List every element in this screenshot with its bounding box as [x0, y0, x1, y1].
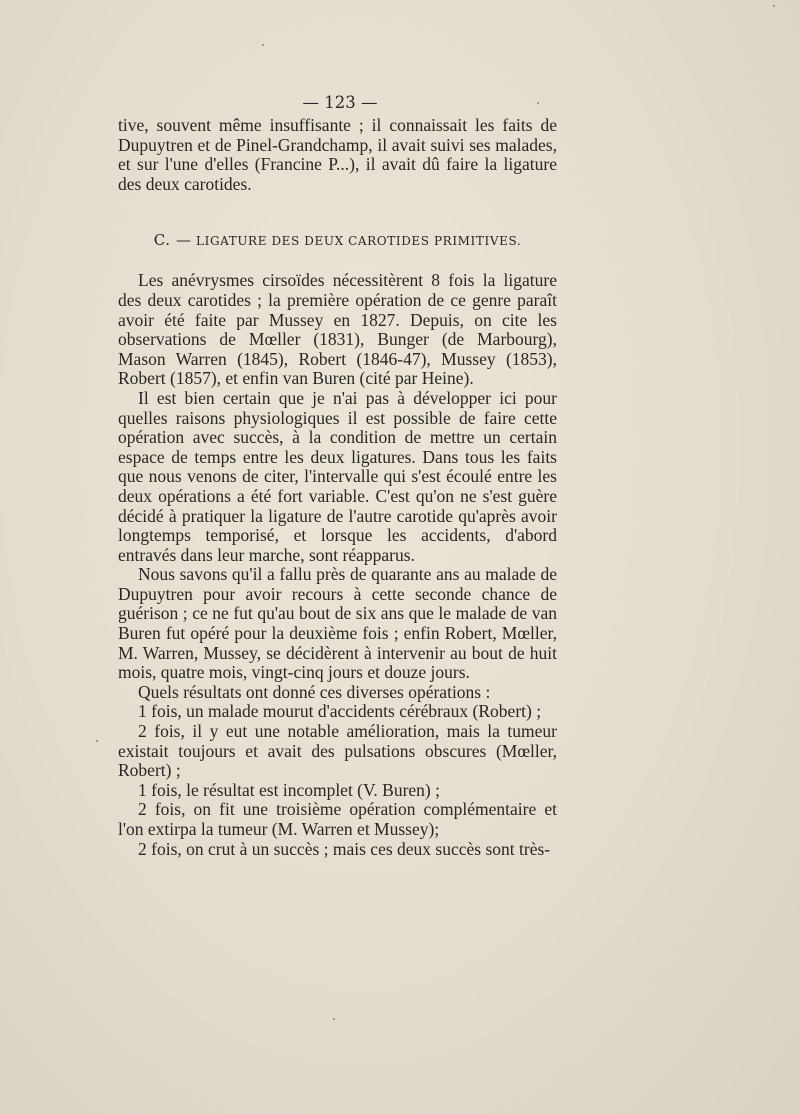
page-number: — 123 —	[302, 93, 378, 112]
paragraph: Quels résultats ont donné ces diverses opérations :	[138, 681, 491, 702]
paragraph: Les anévrysmes cirsoïdes nécessitèrent 8 fois la ligature des deux carotides ; la première opération de ce genre paraît avoir été faite par Mussey en 1827. Depuis, on cite les observations de Mœller (1831), Bunger (de Marbourg), Mason Warren (1845), Robert (1846-47), Mussey (1853), Robert (1857), et enfin van Buren (cité par Heine).	[118, 270, 557, 389]
paper-speck	[773, 5, 775, 7]
section-letter: C. —	[153, 231, 192, 250]
paragraph: Nous savons qu'il a fallu près de quarante ans au malade de Dupuytren pour avoir recours à cette seconde chance de guérison ; ce ne fut qu'au bout de six ans que le malade de van Buren fut opéré pour la deuxième fois ; enfin Robert, Mœller, M. Warren, Mussey, se décidèrent à intervenir au bout de huit mois, quatre mois, vingt-cinq jours et douze jours.	[118, 564, 557, 683]
paper-speck	[96, 740, 98, 742]
paragraph-continuation: tive, souvent même insuffisante ; il connaissait les faits de Dupuytren et de Pinel-Grandchamp, il avait suivi ses malades, et sur l'une d'elles (Francine P...), il avait dû faire la ligature des deux carotides.	[118, 115, 557, 194]
list-item: 2 fois, il y eut une notable amélioration, mais la tumeur existait toujours et avait des pulsations obscures (Mœller, Robert) ;	[118, 721, 557, 781]
paragraph: Il est bien certain que je n'ai pas à développer ici pour quelles raisons physiologiques il est possible de faire cette opération avec succès, à la condition de mettre un certain espace de temps entre les deux ligatures. Dans tous les faits que nous venons de citer, l'intervalle qui s'est écoulé entre les deux opérations a été fort variable. C'est qu'on ne s'est guère décidé à pratiquer la ligature de l'autre carotide qu'après avoir longtemps temporisé, et lorsque les accidents, d'abord entravés dans leur marche, sont réapparus.	[118, 387, 557, 565]
list-item: 2 fois, on crut à un succès ; mais ces deux succès sont très-	[138, 838, 551, 859]
list-item: 1 fois, le résultat est incomplet (V. Buren) ;	[138, 779, 440, 800]
list-item: 1 fois, un malade mourut d'accidents cérébraux (Robert) ;	[138, 701, 542, 722]
paper-speck	[262, 44, 264, 46]
paper-speck	[537, 102, 539, 104]
list-item: 2 fois, on fit une troisième opération complémentaire et l'on extirpa la tumeur (M. Warren et Mussey);	[118, 799, 557, 839]
section-title: LIGATURE DES DEUX CAROTIDES PRIMITIVES.	[196, 234, 522, 249]
paper-speck	[333, 1018, 335, 1020]
section-heading	[118, 232, 557, 249]
body-text	[118, 116, 557, 859]
